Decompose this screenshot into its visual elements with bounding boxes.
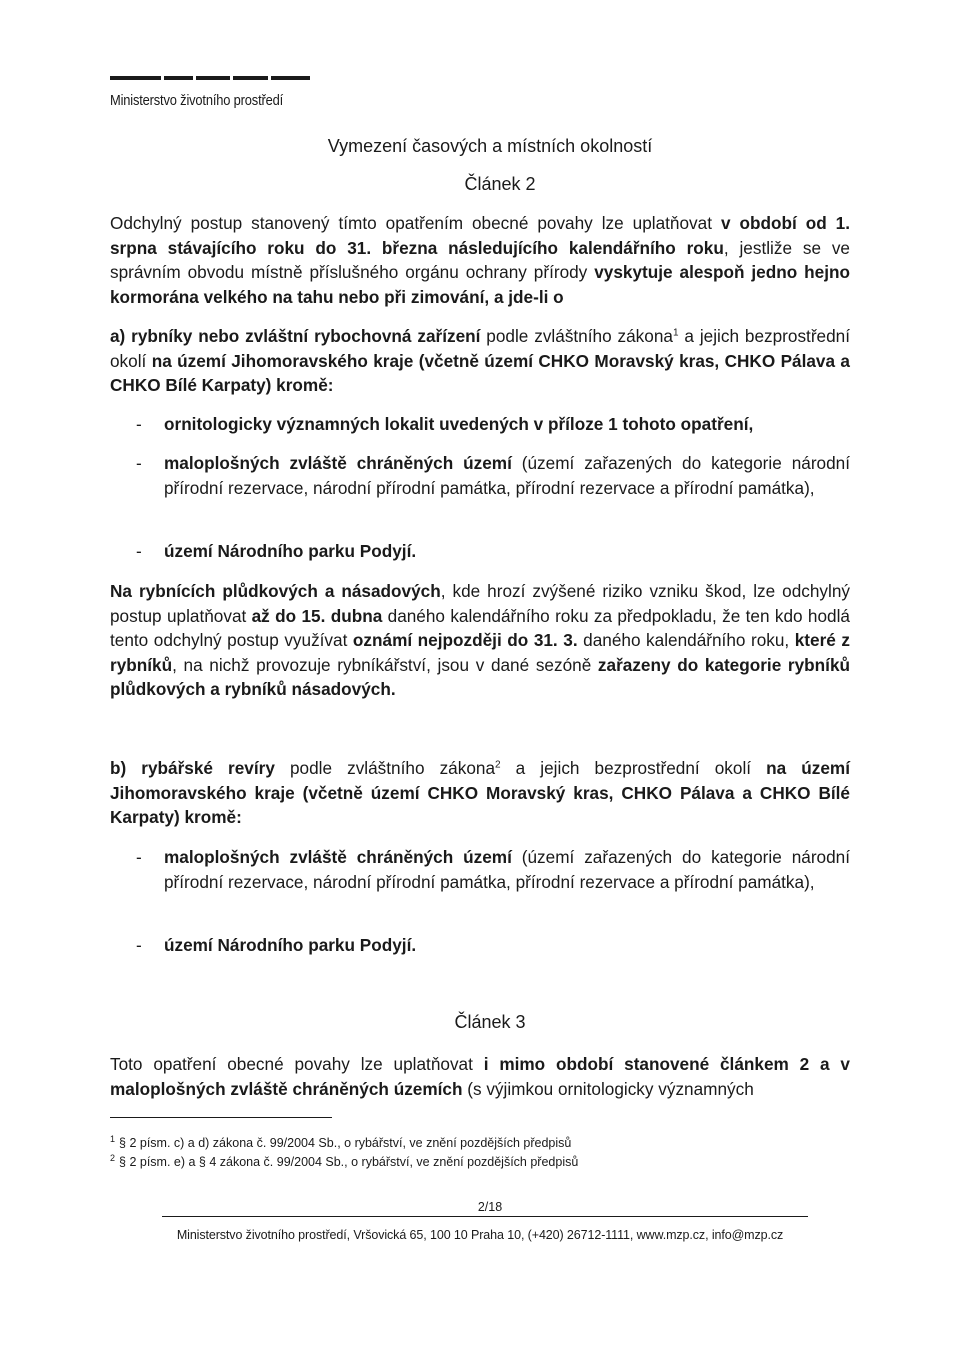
article-3-text: Toto opatření obecné povahy lze uplatňovat i mimo období stanovené článkem 2 a v maloplošných zvláště chráněných územích (s výjimkou ornitologicky významných — [110, 1054, 850, 1099]
footnote-separator — [110, 1117, 332, 1118]
footnote-2: $^2$ § 2 písm. e) a § 4 zákona č. 99/2004 Sb., o rybářství, ve znění pozdějších předpisů — [110, 1153, 579, 1170]
article-2-intro: Odchylný postup stanovený tímto opatřením obecné povahy lze uplatňovat v období od 1. srpna stávajícího roku do 31. března následujícího kalendářního roku, jestliže se ve správním obvodu místně příslušného orgánu ochrany přírody vyskytuje alespoň jedno hejno kormorána velkého na tahu nebo při zimování, a jde-li o — [110, 213, 850, 307]
list-item: - maloplošných zvláště chráněných území (území zařazených do kategorie národní přírodní rezervace, národní přírodní památka, přírodní rezervace a přírodní památka), — [136, 847, 850, 892]
list-item: - ornitologicky významných lokalit uvedených v příloze 1 tohoto opatření, — [136, 414, 754, 434]
article-2-heading: Článek 2 — [464, 174, 536, 194]
page-number: 2/18 — [477, 1200, 503, 1214]
section-title: Vymezení časových a místních okolností — [327, 136, 653, 156]
footer-contact: Ministerstvo životního prostředí, Vršovická 65, 100 10 Praha 10, (+420) 26712-1111, www.mzp.cz, info@mzp.cz — [176, 1228, 784, 1242]
list-item: - území Národního parku Podyjí. — [136, 935, 417, 955]
list-item: - maloplošných zvláště chráněných území (území zařazených do kategorie národní přírodní rezervace, národní přírodní památka, přírodní rezervace a přírodní památka), — [136, 453, 850, 498]
ministry-logo-bars — [110, 76, 310, 80]
clause-a: a) rybníky nebo zvláštní rybochovná zařízení podle zvláštního zákona$^1$ a jejich bezprostřední okolí na území Jihomoravského kraje (včetně území CHKO Moravský kras, CHKO Pálava a CHKO Bílé Karpaty) kromě: — [110, 326, 850, 396]
article-3-heading: Článek 3 — [454, 1012, 526, 1032]
list-item: - území Národního parku Podyjí. — [136, 541, 417, 561]
footer-separator — [162, 1216, 808, 1217]
fishponds-paragraph: Na rybnících plůdkových a násadových, kde hrozí zvýšené riziko vzniku škod, lze odchylný postup uplatňovat až do 15. dubna daného kalendářního roku za předpokladu, že ten kdo hodlá tento odchylný postup využívat oznámí nejpozději do 31. 3. daného kalendářního roku, které z rybníků, na nichž provozuje rybníkářství, jsou v dané sezóně zařazeny do kategorie rybníků plůdkových a rybníků násadových. — [110, 581, 850, 700]
letterhead — [110, 76, 310, 109]
footnote-1: $^1$ § 2 písm. c) a d) zákona č. 99/2004 Sb., o rybářství, ve znění pozdějších předpisů — [110, 1134, 572, 1151]
ministry-name: Ministerstvo životního prostředí — [110, 92, 284, 109]
clause-b: b) rybářské revíry podle zvláštního zákona$^2$ a jejich bezprostřední okolí na území Jihomoravského kraje (včetně území CHKO Moravský kras, CHKO Pálava a CHKO Bílé Karpaty) kromě: — [110, 758, 850, 828]
